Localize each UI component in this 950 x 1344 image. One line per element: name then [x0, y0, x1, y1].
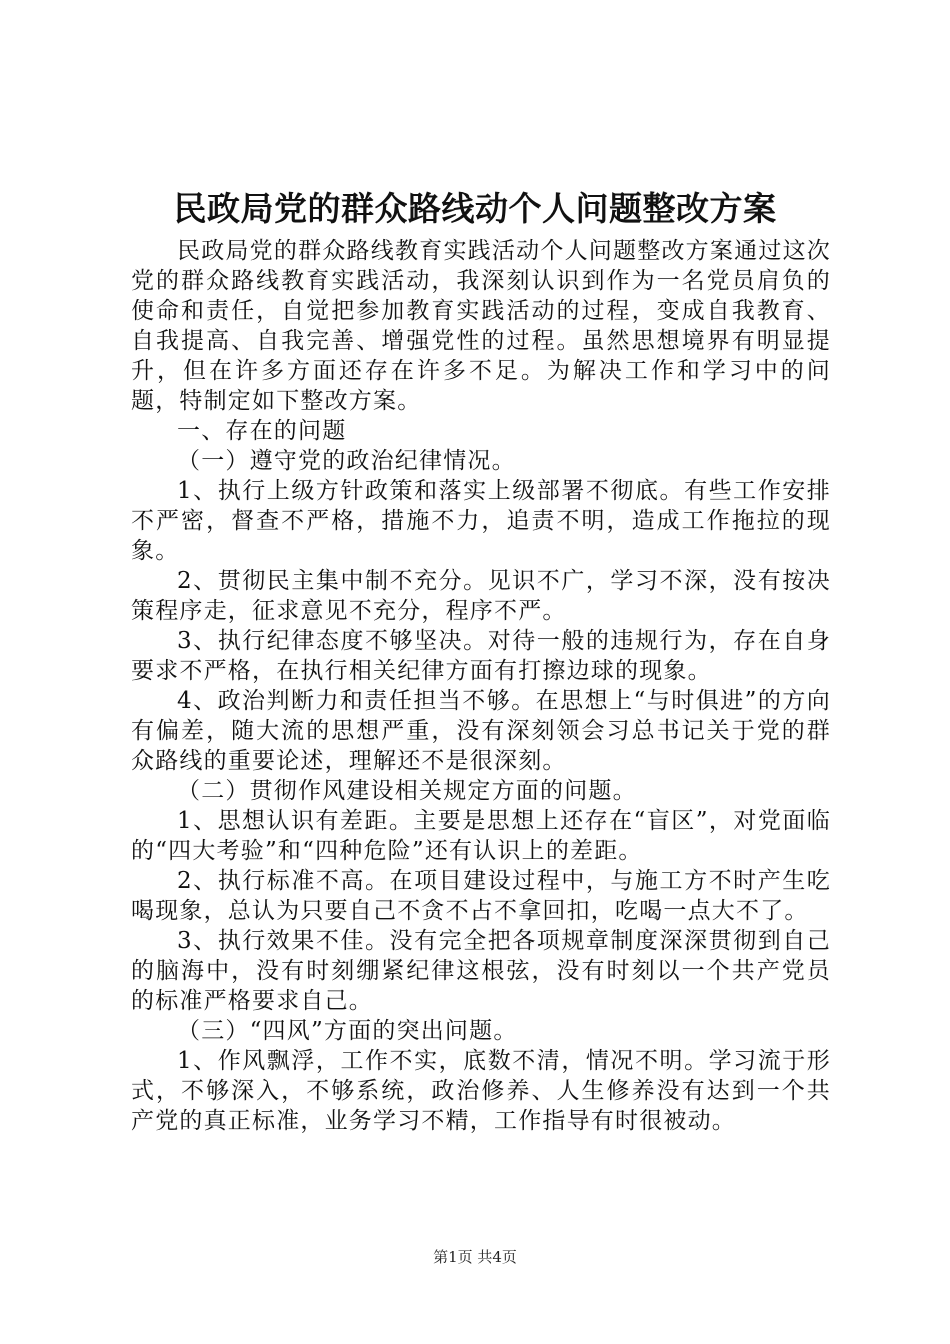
subsection-heading: （二）贯彻作风建设相关规定方面的问题。 — [177, 778, 637, 804]
body-paragraph: 1、思想认识有差距。主要是思想上还存在“盲区”，对党面临的“四大考验”和“四种危险”还有认识上的差距。 — [131, 808, 831, 864]
body-paragraph: 2、贯彻民主集中制不充分。见识不广，学习不深，没有按决策程序走，征求意见不充分，程序不严。 — [131, 568, 831, 624]
body-paragraph: 3、执行纪律态度不够坚决。对待一般的违规行为，存在自身要求不严格，在执行相关纪律方面有打擦边球的现象。 — [131, 628, 831, 684]
body-paragraph: 1、作风飘浮，工作不实，底数不清，情况不明。学习流于形式，不够深入，不够系统，政治修养、人生修养没有达到一个共产党的真正标准，业务学习不精，工作指导有时很被动。 — [131, 1048, 831, 1134]
page-footer: 第1页 共4页 — [433, 1248, 517, 1266]
body-paragraph: 2、执行标准不高。在项目建设过程中，与施工方不时产生吃喝现象，总认为只要自己不贪不占不拿回扣，吃喝一点大不了。 — [131, 868, 831, 924]
intro-paragraph: 民政局党的群众路线教育实践活动个人问题整改方案通过这次党的群众路线教育实践活动，我深刻认识到作为一名党员肩负的使命和责任，自觉把参加教育实践活动的过程，变成自我教育、自我提高、自我完善、增强党性的过程。虽然思想境界有明显提升，但在许多方面还存在许多不足。为解决工作和学习中的问题，特制定如下整改方案。 — [131, 238, 831, 414]
document-body — [131, 236, 831, 1136]
body-paragraph: 3、执行效果不佳。没有完全把各项规章制度深深贯彻到自己的脑海中，没有时刻绷紧纪律这根弦，没有时刻以一个共产党员的标准严格要求自己。 — [131, 928, 831, 1014]
subsection-heading: （三）“四风”方面的突出问题。 — [177, 1018, 518, 1044]
subsection-heading: （一）遵守党的政治纪律情况。 — [177, 448, 516, 474]
body-paragraph: 1、执行上级方针政策和落实上级部署不彻底。有些工作安排不严密，督查不严格，措施不力，追责不明，造成工作拖拉的现象。 — [131, 478, 831, 564]
body-paragraph: 4、政治判断力和责任担当不够。在思想上“与时俱进”的方向有偏差，随大流的思想严重，没有深刻领会习总书记关于党的群众路线的重要论述，理解还不是很深刻。 — [131, 688, 831, 774]
document-title: 民政局党的群众路线动个人问题整改方案 — [173, 189, 777, 228]
section-heading: 一、存在的问题 — [177, 418, 347, 444]
